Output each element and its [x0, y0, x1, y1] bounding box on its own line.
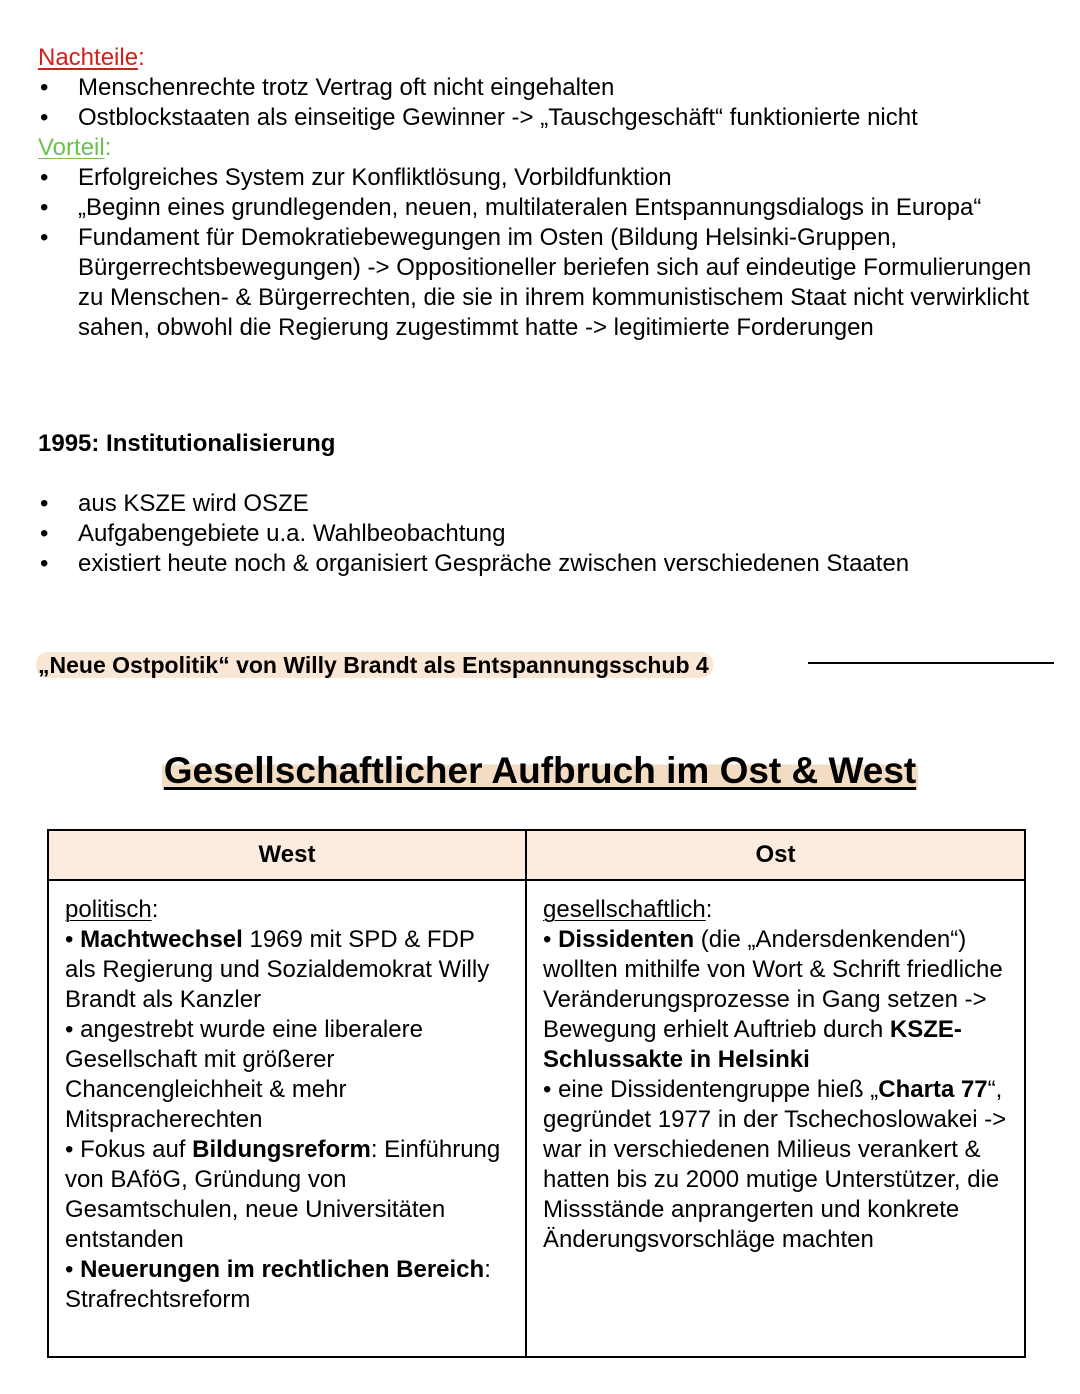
bold-term: Machtwechsel: [80, 926, 243, 953]
bold-term: Neuerungen im rechtlichen Bereich: [80, 1256, 485, 1283]
table-header-row: [48, 830, 1025, 880]
nachteile-list: [38, 73, 1048, 133]
bullet-glyph: •: [543, 926, 559, 953]
bullet-text: : Strafrechtsreform: [65, 1256, 491, 1313]
west-category: politisch: [65, 896, 152, 923]
west-bullet-4: [65, 1255, 511, 1315]
ostpolitik-heading: [36, 650, 713, 680]
ost-category: gesellschaftlich: [543, 896, 706, 923]
list-item: • Fundament für Demokratiebewegungen im Osten (Bildung Helsinki-Gruppen, Bürgerrechtsbewegungen) -> Oppositioneller beriefen sich auf eindeutige Formulierungen zu Menschen- & Bürgerrechten, die sie in ihrem kommunistischem Staat nicht verwirklicht sahen, obwohl die Regierung zugestimmt hatte -> legitimierte Forderungen: [38, 223, 1048, 343]
bold-term: Charta 77: [878, 1076, 988, 1103]
comparison-table: [47, 829, 1026, 1358]
table-row: [48, 880, 1025, 1357]
vorteil-colon: :: [104, 134, 112, 161]
bullet-text: (die „Andersdenkenden“) wollten mithilfe von Wort & Schrift friedliche Veränderungsprozesse in Gang setzen -> Bewegung erhielt Auftrieb durch: [543, 926, 1003, 1043]
colon: :: [705, 896, 713, 923]
vorteil-heading: Vorteil: [38, 134, 105, 161]
ost-category-line: [543, 895, 1010, 925]
vorteil-list: [38, 163, 1048, 343]
page-title: [0, 748, 1080, 794]
institution-list: [38, 489, 1048, 579]
ostpolitik-title: „Neue Ostpolitik“ von Willy Brandt als Entspannungsschub 4: [36, 652, 713, 678]
ost-bullet-2: [543, 1075, 1010, 1255]
list-item: • existiert heute noch & organisiert Gespräche zwischen verschiedenen Staaten: [38, 549, 1048, 579]
bullet-glyph: •: [65, 926, 81, 953]
west-bullet-3: [65, 1135, 511, 1255]
bullet-glyph: •: [65, 1256, 81, 1283]
nachteile-heading: Nachteile: [38, 44, 139, 71]
bullet-text: : Einführung von BAföG, Gründung von Gesamtschulen, neue Universitäten entstanden: [65, 1136, 501, 1253]
bold-term: Dissidenten: [558, 926, 695, 953]
column-header-west: West: [48, 830, 526, 880]
nachteile-colon: :: [138, 44, 145, 71]
pros-cons-section: [38, 43, 1048, 343]
list-item: • Ostblockstaaten als einseitige Gewinner -> „Tauschgeschäft“ funktionierte nicht: [38, 103, 1048, 133]
list-item: • aus KSZE wird OSZE: [38, 489, 1048, 519]
page-title-text: Gesellschaftlicher Aufbruch im Ost & West: [163, 750, 917, 791]
bullet-text: • eine Dissidentengruppe hieß „: [543, 1076, 879, 1103]
west-cell: [48, 880, 526, 1357]
institution-title: 1995: Institutionalisierung: [38, 430, 336, 457]
list-item: • Erfolgreiches System zur Konfliktlösung, Vorbildfunktion: [38, 163, 1048, 193]
colon: :: [151, 896, 159, 923]
column-header-ost: Ost: [526, 830, 1025, 880]
bullet-text: “, gegründet 1977 in der Tschechoslowakei -> war in verschiedenen Milieus verankert & hatten bis zu 2000 mutige Unterstützer, die Missstände anprangerten und konkrete Änderungsvorschläge machten: [543, 1076, 1007, 1253]
west-bullet-2: • angestrebt wurde eine liberalere Gesellschaft mit größerer Chancengleichheit & mehr Mitspracherechten: [65, 1016, 423, 1133]
nachteile-heading-line: [38, 43, 1048, 73]
ost-cell: [526, 880, 1025, 1357]
list-item: • „Beginn eines grundlegenden, neuen, multilateralen Entspannungsdialogs in Europa“: [38, 193, 1048, 223]
bold-term: Bildungsreform: [192, 1136, 371, 1163]
west-category-line: [65, 895, 511, 925]
vorteil-heading-line: [38, 133, 1048, 163]
section-divider: [808, 662, 1054, 664]
bullet-text: • Fokus auf: [65, 1136, 193, 1163]
bold-term: KSZE-Schlussakte in Helsinki: [543, 1016, 962, 1073]
ost-bullet-1: [543, 925, 1010, 1075]
list-item: • Menschenrechte trotz Vertrag oft nicht eingehalten: [38, 73, 1048, 103]
list-item: • Aufgabengebiete u.a. Wahlbeobachtung: [38, 519, 1048, 549]
west-bullet-1: [65, 925, 511, 1015]
bullet-text: 1969 mit SPD & FDP als Regierung und Sozialdemokrat Willy Brandt als Kanzler: [65, 926, 490, 1013]
